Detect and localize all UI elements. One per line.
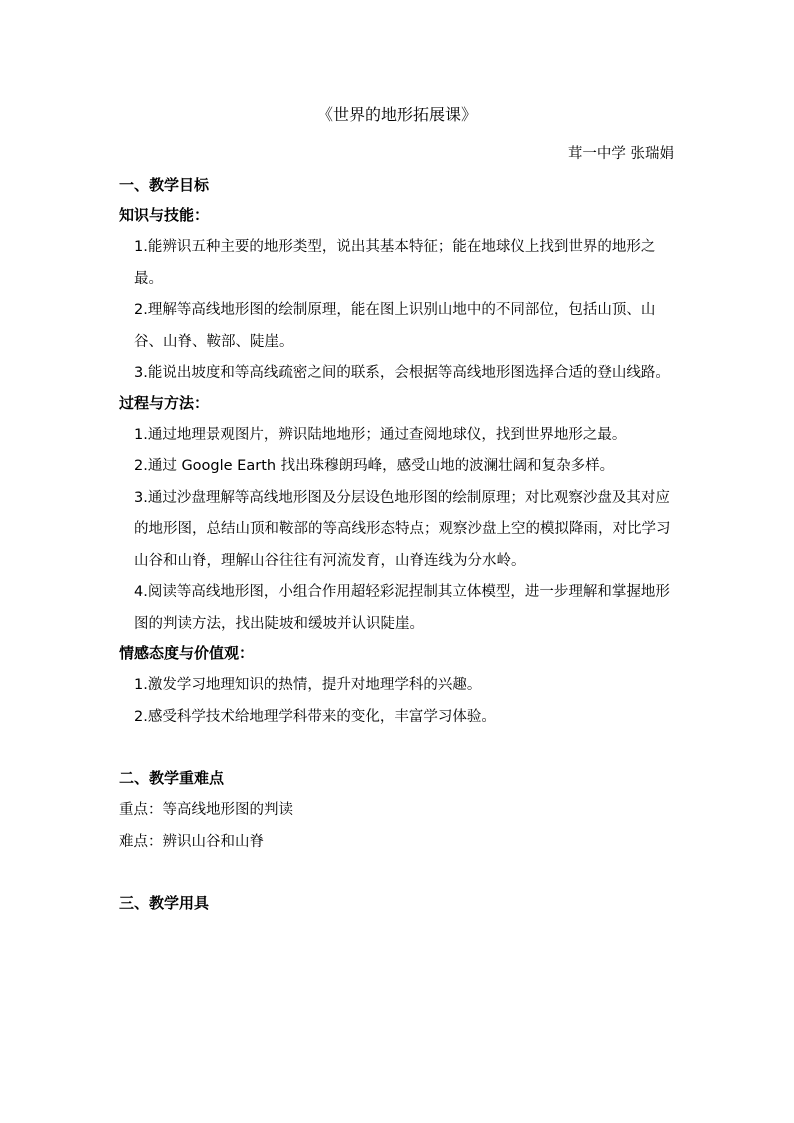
knowledge-item-2: 2.理解等高线地形图的绘制原理，能在图上识别山地中的不同部位，包括山顶、山谷、山脊、鞍部、陡崖。 xyxy=(134,302,656,350)
process-item-4: 4.阅读等高线地形图，小组合作用超轻彩泥捏制其立体模型，进一步理解和掌握地形图的判读方法，找出陡坡和缓坡并认识陡崖。 xyxy=(134,584,670,632)
process-methods-heading: 过程与方法： xyxy=(119,393,210,412)
process-item-2: 2.通过 Google Earth 找出珠穆朗玛峰，感受山地的波澜壮阔和复杂多样。 xyxy=(134,458,615,474)
document-title: 《世界的地形拓展课》 xyxy=(316,105,477,124)
section-teaching-goals-heading: 一、教学目标 xyxy=(119,176,210,194)
spacer xyxy=(119,733,674,765)
knowledge-item-3: 3.能说出坡度和等高线疏密之间的联系，会根据等高线地形图选择合适的登山线路。 xyxy=(134,365,670,381)
process-item-1: 1.通过地理景观图片，辨识陆地地形；通过查阅地球仪，找到世界地形之最。 xyxy=(134,426,627,443)
process-item-3: 3.通过沙盘理解等高线地形图及分层设色地形图的绘制原理；对比观察沙盘及其对应的地形图，总结山顶和鞍部的等高线形态特点；观察沙盘上空的模拟降雨，对比学习山谷和山脊，理解山谷往往有河流发育，山脊连线为分水岭。 xyxy=(134,489,671,569)
section-key-difficult-heading: 二、教学重难点 xyxy=(119,769,225,787)
difficulty-text: 难点：辨识山谷和山脊 xyxy=(119,833,264,850)
knowledge-item-1: 1.能辨识五种主要的地形类型，说出其基本特征；能在地球仪上找到世界的地形之最。 xyxy=(134,239,656,287)
section-teaching-tools-heading: 三、教学用具 xyxy=(119,894,210,912)
document-body xyxy=(119,172,674,920)
attitude-item-1: 1.激发学习地理知识的热情，提升对地理学科的兴趣。 xyxy=(134,677,482,693)
attitude-values-heading: 情感态度与价值观： xyxy=(119,644,255,662)
spacer xyxy=(119,858,674,890)
attitude-item-2: 2.感受科学技术给地理学科带来的变化，丰富学习体验。 xyxy=(134,708,496,725)
author-line: 茸一中学 张瑞娟 xyxy=(567,146,674,162)
knowledge-skills-heading: 知识与技能： xyxy=(119,206,210,224)
key-point-text: 重点：等高线地形图的判读 xyxy=(119,802,293,818)
